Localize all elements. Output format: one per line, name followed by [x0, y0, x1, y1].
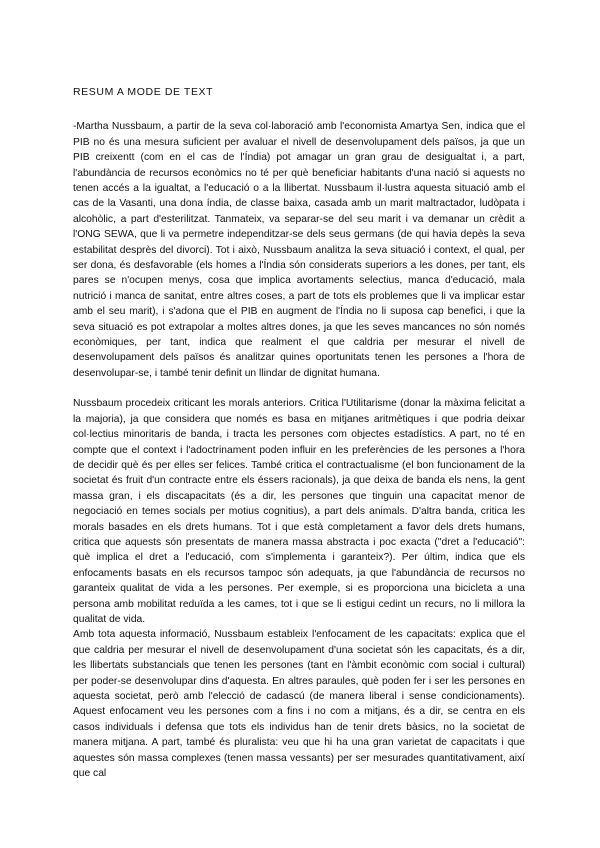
paragraph-1: -Martha Nussbaum, a partir de la seva col·laboració amb l'economista Amartya Sen, indica que el PIB no és una mesura suficient per avaluar el nivell de desenvolupament dels països, ja que un PIB creixentt (com en el cas de l'Índia) pot amagar un gran grau de desigualtat i, a part, l'abundància de recursos econòmics no té per què beneficiar habitants d'una nació si aquests no tenen accés a la igualtat, a l'educació o a la llibertat. Nussbaum il·lustra aquesta situació amb el cas de la Vasanti, una dona índia, de classe baixa, casada amb un marit maltractador, ludòpata i alcohòlic, a part d'esterilitzat. Tanmateix, va separar-se del seu marit i va demanar un crèdit a l'ONG SEWA, que li va permetre independitzar-se dels seus germans (de qui havia depès la seva estabilitat desprès del divorci). Tot i això, Nussbaum analitza la seva situació i context, el qual, per ser dona, és desfavorable (els homes a l'Índia són considerats superiors a les dones, per tant, els pares se n'ocupen menys, cosa que implica avortaments selectius, manca d'educació, mala nutrició i manca de sanitat, entre altres coses, a part de tots els problemes que li va implicar estar amb el seu marit), i s'adona que el PIB en augment de l'Índia no li suposa cap benefici, i que la seva situació es pot extrapolar a moltes altres dones, ja que les seves mancances no són només econòmiques, per tant, indica que realment el que caldria per mesurar el nivell de desenvolupament dels països és analitzar quines oportunitats tenen les persones a l'hora de desenvolupar-se, i també tenir definit un llindar de dignitat humana. [73, 121, 525, 379]
paragraph-3: Amb tota aquesta informació, Nussbaum estableix l'enfocament de les capacitats: explica que el que caldria per mesurar el nivell de desenvolupament d'una societat són les capacitats, és a dir, les llibertats substancials que tenen les persones (tant en l'àmbit econòmic com social i cultural) per poder-se desenvolupar dins d'aquesta. En altres paraules, què poden fer i ser les persones en aquesta societat, però amb l'elecció de cadascú (de manera liberal i sense condicionaments). Aquest enfocament veu les persones com a fins i no com a mitjans, és a dir, se centra en els casos individuals i defensa que tots els individus han de tenir drets bàsics, no la societat de manera mitjana. A part, també és pluralista: veu que hi ha una gran varietat de capacitats i que aquestes són massa complexes (tenen massa vessants) per ser mesurades quantitativament, així que cal [73, 629, 525, 779]
document-title: RESUM A MODE DE TEXT [73, 86, 214, 98]
paragraph-2: Nussbaum procedeix criticant les morals anteriors. Critica l'Utilitarisme (donar la màxima felicitat a la majoria), ja que considera que només es basa en mitjanes aritmètiques i que podria deixar col·lectius minoritaris de banda, i tracta les persones com objectes estadístics. A part, no té en compte que el context i l'adoctrinament poden influir en les preferències de les persones a l'hora de decidir què és per elles ser felices. També critica el contractualisme (el bon funcionament de la societat és fruit d'un contracte entre els éssers racionals), ja que deixa de banda els nens, la gent massa gran, i els discapacitats (és a dir, les persones que tinguin una capacitat menor de negociació en temes socials per motius cognitius), a part dels animals. D'altra banda, critica les morals basades en els drets humans. Tot i que està completament a favor dels drets humans, critica que aquests són presentats de manera massa abstracta i poc exacta ("dret a l'educació": què implica el dret a l'educació, com s'implementa i garanteix?). Per últim, indica que els enfocaments basats en els recursos tampoc són adequats, ja que l'abundància de recursos no garanteix qualitat de vida a les persones. Per exemple, si es proporciona una bicicleta a una persona amb mobilitat reduïda a les cames, tot i que se li estigui cedint un recurs, no li millora la qualitat de vida. [73, 398, 525, 625]
